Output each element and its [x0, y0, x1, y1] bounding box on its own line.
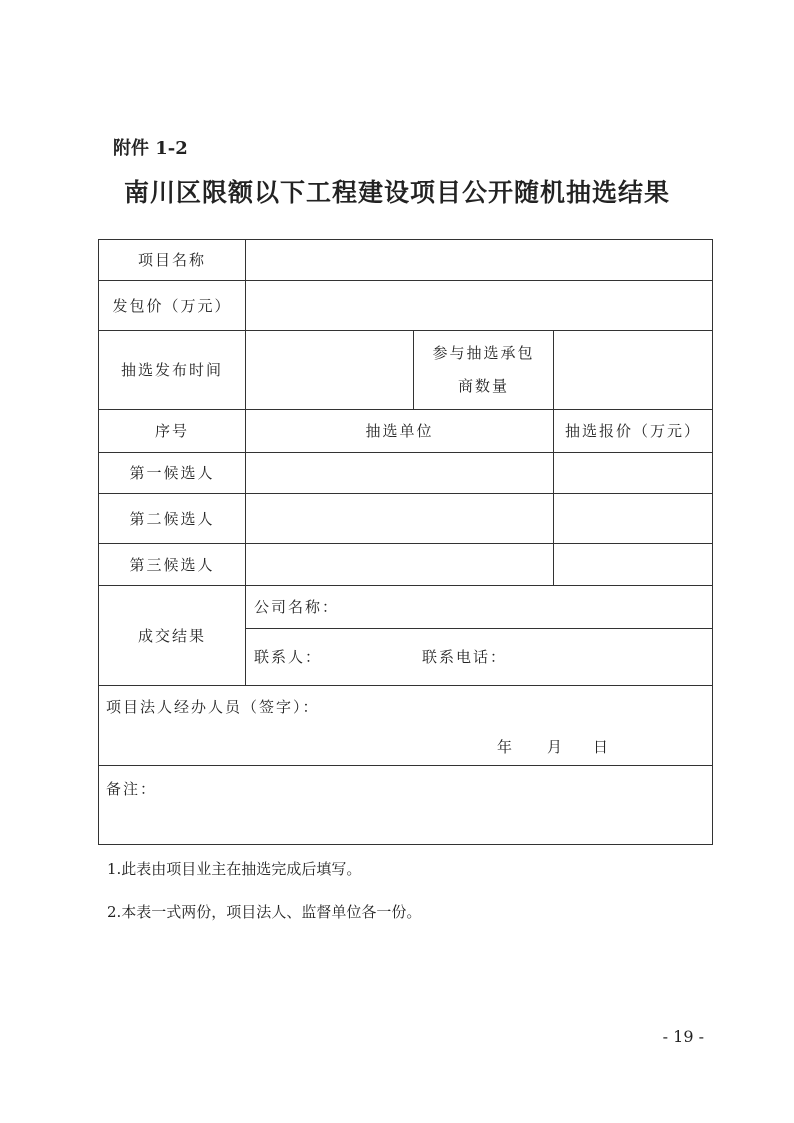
candidate-2-unit-field[interactable] [245, 493, 554, 544]
candidate-3-unit-field[interactable] [245, 543, 554, 586]
company-name-label: 公司名称： [254, 598, 340, 616]
bidder-count-label [413, 330, 554, 410]
column-header-unit: 抽选单位 [245, 409, 554, 453]
page-title: 南川区限额以下工程建设项目公开随机抽选结果 [123, 178, 670, 207]
project-name-field[interactable] [245, 239, 713, 281]
candidate-1-unit-field[interactable] [245, 452, 554, 494]
page-number: - 19 - [662, 1027, 704, 1046]
contract-price-label: 发包价（万元） [98, 280, 246, 331]
candidate-2-price-field[interactable] [553, 493, 713, 544]
candidate-1-price-field[interactable] [553, 452, 713, 494]
date-month: 月 [547, 738, 565, 756]
project-name-label: 项目名称 [98, 239, 246, 281]
candidate-2-label: 第二候选人 [98, 493, 246, 544]
candidate-3-label: 第三候选人 [98, 543, 246, 586]
release-time-label: 抽选发布时间 [98, 330, 246, 410]
attachment-label: 附件 1-2 [113, 138, 188, 159]
candidate-1-label: 第一候选人 [98, 452, 246, 494]
bidder-count-label-line1: 参与抽选承包 [432, 344, 535, 362]
remarks-section[interactable] [98, 765, 713, 845]
date-day: 日 [593, 738, 611, 756]
signer-label: 项目法人经办人员（签字）： [106, 698, 320, 716]
bidder-count-field[interactable] [553, 330, 713, 410]
column-header-price: 抽选报价（万元） [553, 409, 713, 453]
note-1: 1.此表由项目业主在抽选完成后填写。 [107, 860, 362, 878]
contract-price-field[interactable] [245, 280, 713, 331]
remarks-label: 备注： [106, 780, 158, 798]
phone-label: 联系电话： [422, 648, 508, 666]
candidate-3-price-field[interactable] [553, 543, 713, 586]
contact-row[interactable] [245, 628, 713, 686]
bidder-count-label-line2: 商数量 [457, 377, 509, 395]
note-2: 2.本表一式两份，项目法人、监督单位各一份。 [107, 903, 422, 921]
column-header-seq: 序号 [98, 409, 246, 453]
company-name-field[interactable] [245, 585, 713, 629]
release-time-field[interactable] [245, 330, 414, 410]
date-year: 年 [497, 738, 515, 756]
contact-label: 联系人： [254, 648, 323, 666]
deal-result-label: 成交结果 [98, 585, 246, 686]
